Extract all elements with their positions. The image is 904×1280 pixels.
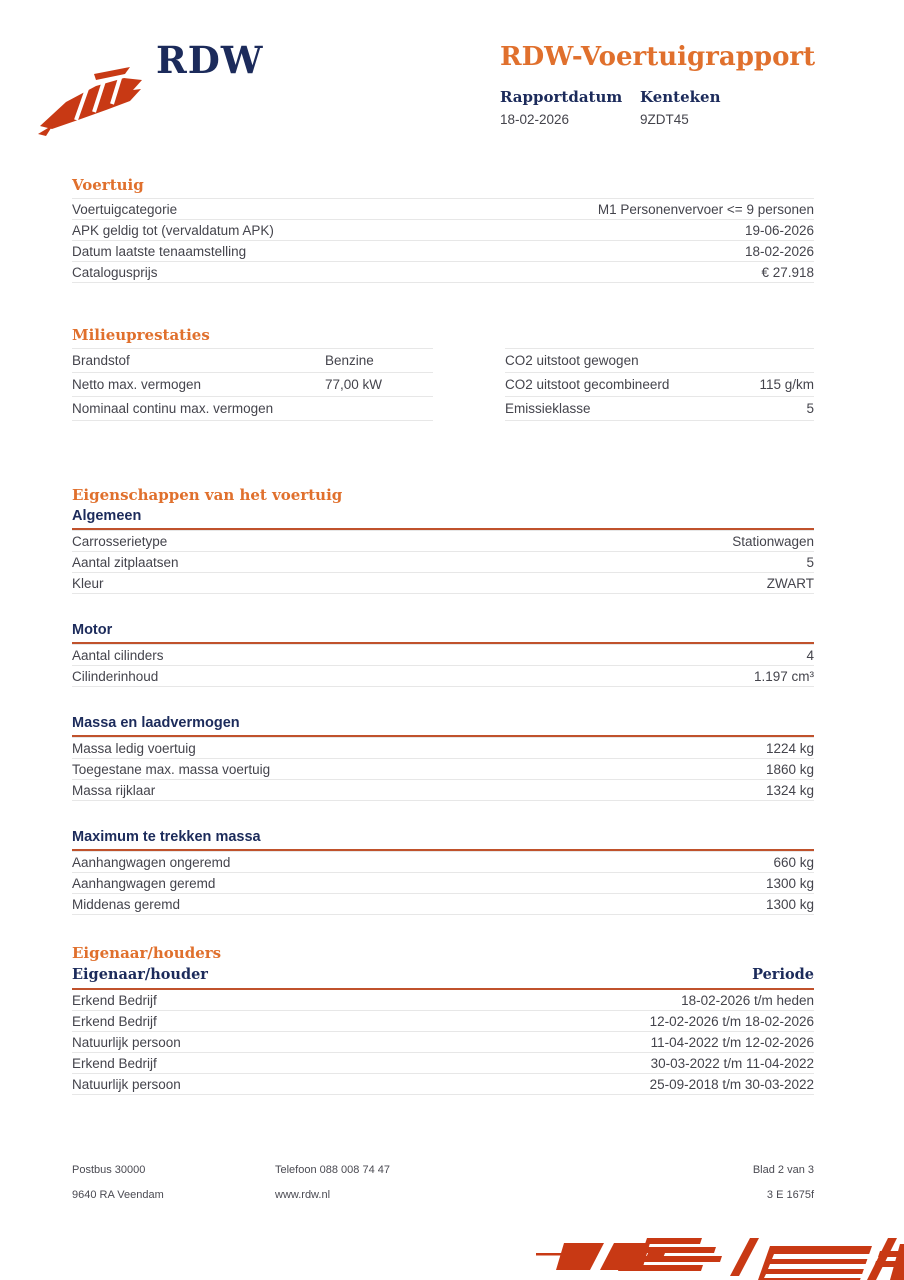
trekken-table (72, 851, 814, 915)
row-value: € 27.918 (761, 264, 814, 280)
milieu-columns (72, 348, 814, 421)
section-eigenaar-houders (72, 944, 814, 1095)
row-value: 5 (806, 401, 814, 416)
table-row (72, 1074, 814, 1095)
footer-doc-code: 3 E 1675f (766, 1189, 814, 1201)
owner-period: 12-02-2026 t/m 18-02-2026 (649, 1013, 814, 1029)
rdw-speed-stripes-graphic (536, 1232, 904, 1280)
row-label: Aantal cilinders (72, 647, 164, 663)
row-value: ZWART (766, 575, 814, 591)
motor-table (72, 644, 814, 687)
owner-name: Natuurlijk persoon (72, 1034, 181, 1050)
page-footer (72, 1164, 814, 1201)
row-value: 115 g/km (759, 377, 814, 392)
report-date-group (500, 88, 640, 127)
section-eigenschappen (72, 486, 814, 915)
subsection-title: Massa en laadvermogen (72, 715, 814, 737)
row-label: Kleur (72, 575, 104, 591)
table-row (72, 199, 814, 220)
massa-table (72, 737, 814, 801)
row-label: CO2 uitstoot gewogen (505, 353, 639, 368)
row-label: Datum laatste tenaamstelling (72, 243, 247, 259)
footer-phone: Telefoon 088 008 74 47 (275, 1164, 390, 1176)
section-title: Milieuprestaties (72, 326, 210, 344)
table-row (72, 373, 433, 397)
row-label: APK geldig tot (vervaldatum APK) (72, 222, 274, 238)
row-label: Middenas geremd (72, 896, 181, 912)
table-row (72, 397, 433, 421)
owner-period: 30-03-2022 t/m 11-04-2022 (650, 1055, 814, 1071)
row-label: Toegestane max. massa voertuig (72, 761, 271, 777)
row-value: 5 (806, 554, 814, 570)
voertuig-table (72, 198, 814, 283)
milieu-left-table (72, 348, 433, 421)
owner-period: 18-02-2026 t/m heden (681, 992, 814, 1008)
owner-table (72, 990, 814, 1095)
kenteken-value: 9ZDT45 (640, 112, 689, 127)
owner-name: Natuurlijk persoon (72, 1076, 181, 1092)
subsection-title: Maximum te trekken massa (72, 829, 814, 851)
subsection-algemeen (72, 508, 814, 594)
row-label: Massa rijklaar (72, 782, 156, 798)
milieu-right-table (505, 348, 814, 421)
owner-name: Erkend Bedrijf (72, 1013, 157, 1029)
section-milieuprestaties (72, 326, 814, 421)
row-value: 1224 kg (765, 740, 814, 756)
title-block (500, 42, 840, 127)
owner-name: Erkend Bedrijf (72, 1055, 157, 1071)
row-value: Stationwagen (732, 533, 814, 549)
report-date-label: Rapportdatum (500, 88, 623, 106)
kenteken-label: Kenteken (640, 88, 721, 106)
footer-address-line2: 9640 RA Veendam (72, 1189, 164, 1201)
owner-period: 11-04-2022 t/m 12-02-2026 (650, 1034, 814, 1050)
table-row (505, 349, 814, 373)
column-header-owner: Eigenaar/houder (72, 966, 208, 983)
footer-page-indicator: Blad 2 van 3 (752, 1164, 814, 1176)
table-row (72, 531, 814, 552)
brand-wordmark: RDW (156, 38, 264, 82)
row-label: Aanhangwagen ongeremd (72, 854, 231, 870)
report-date-value: 18-02-2026 (500, 112, 570, 127)
table-row (72, 573, 814, 594)
owner-name: Erkend Bedrijf (72, 992, 157, 1008)
row-label: Aanhangwagen geremd (72, 875, 216, 891)
table-row (72, 780, 814, 801)
subsection-trekken-massa (72, 829, 814, 915)
subsection-title: Motor (72, 622, 814, 644)
table-row (72, 1011, 814, 1032)
table-row (505, 397, 814, 421)
row-label: Emissieklasse (505, 401, 591, 416)
row-value: 4 (806, 647, 814, 663)
section-voertuig (72, 176, 814, 283)
row-value: M1 Personenvervoer <= 9 personen (597, 201, 814, 217)
table-row (72, 666, 814, 687)
row-label: CO2 uitstoot gecombineerd (505, 377, 670, 392)
section-title: Eigenschappen van het voertuig (72, 486, 343, 504)
row-value: Benzine (325, 353, 374, 368)
subsection-motor (72, 622, 814, 687)
table-row (505, 373, 814, 397)
table-row (72, 241, 814, 262)
table-row (72, 645, 814, 666)
row-value: 1300 kg (765, 896, 814, 912)
row-value: 1.197 cm³ (753, 668, 814, 684)
table-row (72, 990, 814, 1011)
table-row (72, 894, 814, 915)
table-row (72, 1053, 814, 1074)
row-value: 1300 kg (765, 875, 814, 891)
report-meta (500, 88, 840, 127)
row-label: Voertuigcategorie (72, 201, 178, 217)
section-title: Voertuig (72, 176, 144, 194)
table-row (72, 759, 814, 780)
table-row (72, 349, 433, 373)
table-row (72, 220, 814, 241)
table-row (72, 852, 814, 873)
row-value: 77,00 kW (325, 377, 383, 392)
table-row (72, 738, 814, 759)
row-label: Massa ledig voertuig (72, 740, 196, 756)
row-label: Aantal zitplaatsen (72, 554, 179, 570)
page-title: RDW-Voertuigrapport (500, 42, 816, 72)
row-label: Brandstof (72, 353, 130, 368)
column-header-period: Periode (752, 966, 814, 983)
table-row (72, 873, 814, 894)
owner-period: 25-09-2018 t/m 30-03-2022 (649, 1076, 814, 1092)
owner-table-header (72, 966, 814, 990)
footer-website: www.rdw.nl (275, 1189, 331, 1201)
row-value: 19-06-2026 (744, 222, 814, 238)
footer-address-line1: Postbus 30000 (72, 1164, 146, 1176)
row-value: 660 kg (773, 854, 814, 870)
algemeen-table (72, 530, 814, 594)
row-value: 1860 kg (765, 761, 814, 777)
table-row (72, 1032, 814, 1053)
rdw-feather-logo-icon (36, 54, 154, 140)
row-label: Cilinderinhoud (72, 668, 159, 684)
row-value: 18-02-2026 (744, 243, 814, 259)
subsection-title: Algemeen (72, 508, 814, 530)
section-title: Eigenaar/houders (72, 944, 222, 962)
row-label: Carrosserietype (72, 533, 168, 549)
row-label: Nominaal continu max. vermogen (72, 401, 274, 416)
table-row (72, 262, 814, 283)
row-value: 1324 kg (765, 782, 814, 798)
row-label: Netto max. vermogen (72, 377, 202, 392)
table-row (72, 552, 814, 573)
kenteken-group (640, 88, 720, 127)
row-label: Catalogusprijs (72, 264, 158, 280)
subsection-massa (72, 715, 814, 801)
